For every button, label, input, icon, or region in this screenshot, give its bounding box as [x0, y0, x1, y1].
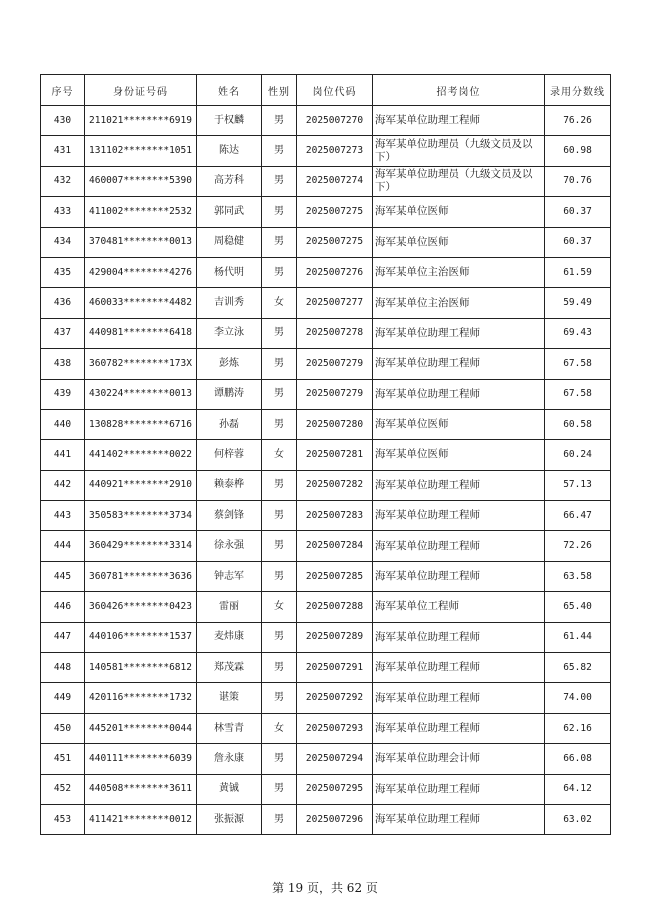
- header-gender: 性别: [262, 75, 297, 106]
- cell-post-code: 2025007291: [297, 653, 373, 683]
- cell-score: 67.58: [545, 379, 611, 409]
- cell-post-code: 2025007279: [297, 379, 373, 409]
- cell-name: 郑茂霖: [197, 653, 262, 683]
- cell-score: 66.08: [545, 744, 611, 774]
- cell-gender: 男: [262, 349, 297, 379]
- cell-score: 60.98: [545, 136, 611, 166]
- cell-score: 67.58: [545, 349, 611, 379]
- cell-id-number: 441402********0022: [85, 440, 197, 470]
- cell-post: 海军某单位医师: [373, 197, 545, 227]
- cell-post-code: 2025007283: [297, 501, 373, 531]
- table-row: [41, 409, 611, 439]
- cell-name: 陈达: [197, 136, 262, 166]
- cell-name: 孙磊: [197, 409, 262, 439]
- table-row: [41, 470, 611, 500]
- cell-name: 杨代明: [197, 257, 262, 287]
- cell-score: 63.02: [545, 804, 611, 834]
- cell-gender: 男: [262, 227, 297, 257]
- cell-gender: 女: [262, 592, 297, 622]
- cell-score: 64.12: [545, 774, 611, 804]
- cell-seq: 436: [41, 288, 85, 318]
- cell-name: 何梓蓉: [197, 440, 262, 470]
- table-row: [41, 166, 611, 196]
- cell-seq: 430: [41, 106, 85, 136]
- cell-id-number: 130828********6716: [85, 409, 197, 439]
- cell-gender: 男: [262, 774, 297, 804]
- cell-gender: 男: [262, 257, 297, 287]
- table-row: [41, 318, 611, 348]
- table-row: [41, 744, 611, 774]
- cell-post: 海军某单位主治医师: [373, 288, 545, 318]
- cell-name: 于权麟: [197, 106, 262, 136]
- cell-gender: 男: [262, 683, 297, 713]
- cell-id-number: 411421********0012: [85, 804, 197, 834]
- cell-gender: 男: [262, 622, 297, 652]
- table-row: [41, 440, 611, 470]
- cell-post-code: 2025007279: [297, 349, 373, 379]
- cell-post-code: 2025007288: [297, 592, 373, 622]
- cell-post: 海军某单位助理工程师: [373, 106, 545, 136]
- cell-gender: 男: [262, 166, 297, 196]
- header-id-number: 身份证号码: [85, 75, 197, 106]
- cell-id-number: 440981********6418: [85, 318, 197, 348]
- cell-id-number: 430224********0013: [85, 379, 197, 409]
- cell-post: 海军某单位助理工程师: [373, 470, 545, 500]
- cell-post-code: 2025007275: [297, 227, 373, 257]
- cell-post-code: 2025007292: [297, 683, 373, 713]
- cell-gender: 男: [262, 531, 297, 561]
- cell-score: 61.44: [545, 622, 611, 652]
- cell-seq: 434: [41, 227, 85, 257]
- cell-gender: 男: [262, 379, 297, 409]
- cell-name: 彭炼: [197, 349, 262, 379]
- cell-post: 海军某单位助理工程师: [373, 713, 545, 743]
- cell-name: 吉训秀: [197, 288, 262, 318]
- cell-seq: 438: [41, 349, 85, 379]
- cell-post-code: 2025007275: [297, 197, 373, 227]
- table-row: [41, 349, 611, 379]
- cell-seq: 435: [41, 257, 85, 287]
- cell-seq: 440: [41, 409, 85, 439]
- table-row: [41, 106, 611, 136]
- cell-post-code: 2025007285: [297, 561, 373, 591]
- cell-seq: 432: [41, 166, 85, 196]
- cell-name: 谌策: [197, 683, 262, 713]
- table-row: [41, 197, 611, 227]
- cell-score: 74.00: [545, 683, 611, 713]
- cell-seq: 445: [41, 561, 85, 591]
- cell-name: 詹永康: [197, 744, 262, 774]
- cell-post-code: 2025007273: [297, 136, 373, 166]
- cell-post: 海军某单位助理会计师: [373, 744, 545, 774]
- table-row: [41, 713, 611, 743]
- cell-id-number: 131102********1051: [85, 136, 197, 166]
- cell-post-code: 2025007282: [297, 470, 373, 500]
- cell-post-code: 2025007294: [297, 744, 373, 774]
- table-row: [41, 653, 611, 683]
- table-row: [41, 592, 611, 622]
- cell-gender: 男: [262, 561, 297, 591]
- cell-score: 72.26: [545, 531, 611, 561]
- cell-gender: 女: [262, 713, 297, 743]
- table-row: [41, 379, 611, 409]
- cell-post: 海军某单位助理工程师: [373, 531, 545, 561]
- cell-id-number: 211021********6919: [85, 106, 197, 136]
- cell-id-number: 440106********1537: [85, 622, 197, 652]
- cell-name: 麦炜康: [197, 622, 262, 652]
- cell-gender: 男: [262, 197, 297, 227]
- cell-post-code: 2025007270: [297, 106, 373, 136]
- cell-post-code: 2025007277: [297, 288, 373, 318]
- cell-post: 海军某单位助理工程师: [373, 561, 545, 591]
- cell-name: 钟志军: [197, 561, 262, 591]
- cell-score: 60.37: [545, 227, 611, 257]
- cell-seq: 449: [41, 683, 85, 713]
- cell-gender: 女: [262, 440, 297, 470]
- header-score: 录用分数线: [545, 75, 611, 106]
- cell-score: 59.49: [545, 288, 611, 318]
- cell-post: 海军某单位助理工程师: [373, 683, 545, 713]
- table-body: [41, 106, 611, 835]
- cell-name: 郭同武: [197, 197, 262, 227]
- cell-id-number: 445201********0044: [85, 713, 197, 743]
- cell-score: 66.47: [545, 501, 611, 531]
- cell-id-number: 360782********173X: [85, 349, 197, 379]
- table-row: [41, 227, 611, 257]
- cell-post-code: 2025007280: [297, 409, 373, 439]
- cell-post: 海军某单位助理工程师: [373, 622, 545, 652]
- cell-id-number: 350583********3734: [85, 501, 197, 531]
- cell-score: 61.59: [545, 257, 611, 287]
- cell-name: 雷丽: [197, 592, 262, 622]
- cell-name: 谭鹏涛: [197, 379, 262, 409]
- table-header-row: [41, 75, 611, 106]
- cell-name: 高芳科: [197, 166, 262, 196]
- cell-id-number: 440921********2910: [85, 470, 197, 500]
- cell-seq: 433: [41, 197, 85, 227]
- cell-seq: 446: [41, 592, 85, 622]
- header-seq: 序号: [41, 75, 85, 106]
- cell-name: 林雪青: [197, 713, 262, 743]
- table-row: [41, 804, 611, 834]
- cell-id-number: 360781********3636: [85, 561, 197, 591]
- cell-score: 60.37: [545, 197, 611, 227]
- cell-post-code: 2025007296: [297, 804, 373, 834]
- cell-name: 蔡剑锋: [197, 501, 262, 531]
- cell-id-number: 140581********6812: [85, 653, 197, 683]
- table-row: [41, 531, 611, 561]
- cell-seq: 444: [41, 531, 85, 561]
- cell-gender: 男: [262, 106, 297, 136]
- cell-post-code: 2025007274: [297, 166, 373, 196]
- cell-gender: 男: [262, 470, 297, 500]
- score-table-container: [40, 74, 611, 835]
- cell-seq: 441: [41, 440, 85, 470]
- cell-seq: 452: [41, 774, 85, 804]
- cell-post: 海军某单位工程师: [373, 592, 545, 622]
- cell-post-code: 2025007289: [297, 622, 373, 652]
- cell-seq: 431: [41, 136, 85, 166]
- cell-id-number: 370481********0013: [85, 227, 197, 257]
- table-row: [41, 501, 611, 531]
- cell-score: 65.40: [545, 592, 611, 622]
- cell-gender: 男: [262, 409, 297, 439]
- cell-gender: 男: [262, 136, 297, 166]
- cell-post-code: 2025007293: [297, 713, 373, 743]
- cell-name: 赖泰桦: [197, 470, 262, 500]
- cell-score: 63.58: [545, 561, 611, 591]
- cell-score: 60.24: [545, 440, 611, 470]
- cell-id-number: 360426********0423: [85, 592, 197, 622]
- table-row: [41, 683, 611, 713]
- cell-seq: 448: [41, 653, 85, 683]
- cell-post: 海军某单位主治医师: [373, 257, 545, 287]
- cell-gender: 男: [262, 653, 297, 683]
- cell-post: 海军某单位助理工程师: [373, 774, 545, 804]
- cell-post: 海军某单位助理员（九级文员及以下）: [373, 166, 545, 196]
- cell-id-number: 360429********3314: [85, 531, 197, 561]
- cell-post: 海军某单位助理员（九级文员及以下）: [373, 136, 545, 166]
- cell-post-code: 2025007295: [297, 774, 373, 804]
- cell-post: 海军某单位助理工程师: [373, 349, 545, 379]
- cell-name: 张振源: [197, 804, 262, 834]
- cell-score: 69.43: [545, 318, 611, 348]
- cell-seq: 453: [41, 804, 85, 834]
- cell-id-number: 460033********4482: [85, 288, 197, 318]
- cell-name: 徐永强: [197, 531, 262, 561]
- admission-score-table: [40, 74, 611, 835]
- cell-name: 周稳健: [197, 227, 262, 257]
- cell-name: 黄铖: [197, 774, 262, 804]
- table-row: [41, 774, 611, 804]
- cell-gender: 男: [262, 744, 297, 774]
- cell-gender: 男: [262, 501, 297, 531]
- cell-score: 76.26: [545, 106, 611, 136]
- table-row: [41, 136, 611, 166]
- table-row: [41, 561, 611, 591]
- cell-post-code: 2025007284: [297, 531, 373, 561]
- cell-name: 李立泳: [197, 318, 262, 348]
- table-row: [41, 288, 611, 318]
- cell-post: 海军某单位助理工程师: [373, 501, 545, 531]
- cell-post-code: 2025007278: [297, 318, 373, 348]
- cell-id-number: 440508********3611: [85, 774, 197, 804]
- cell-score: 65.82: [545, 653, 611, 683]
- cell-gender: 男: [262, 318, 297, 348]
- cell-seq: 443: [41, 501, 85, 531]
- cell-id-number: 460007********5390: [85, 166, 197, 196]
- cell-seq: 447: [41, 622, 85, 652]
- cell-gender: 女: [262, 288, 297, 318]
- cell-post: 海军某单位助理工程师: [373, 318, 545, 348]
- cell-post: 海军某单位助理工程师: [373, 379, 545, 409]
- page-number: 第 19 页，共 62 页: [272, 881, 378, 895]
- table-row: [41, 622, 611, 652]
- cell-id-number: 420116********1732: [85, 683, 197, 713]
- cell-post: 海军某单位医师: [373, 409, 545, 439]
- header-name: 姓名: [197, 75, 262, 106]
- cell-post-code: 2025007281: [297, 440, 373, 470]
- cell-score: 62.16: [545, 713, 611, 743]
- header-post: 招考岗位: [373, 75, 545, 106]
- cell-score: 57.13: [545, 470, 611, 500]
- cell-post-code: 2025007276: [297, 257, 373, 287]
- cell-post: 海军某单位医师: [373, 227, 545, 257]
- cell-seq: 439: [41, 379, 85, 409]
- table-row: [41, 257, 611, 287]
- cell-post: 海军某单位医师: [373, 440, 545, 470]
- cell-seq: 442: [41, 470, 85, 500]
- cell-gender: 男: [262, 804, 297, 834]
- cell-score: 70.76: [545, 166, 611, 196]
- cell-seq: 450: [41, 713, 85, 743]
- cell-seq: 437: [41, 318, 85, 348]
- cell-post: 海军某单位助理工程师: [373, 653, 545, 683]
- cell-id-number: 411002********2532: [85, 197, 197, 227]
- cell-id-number: 429004********4276: [85, 257, 197, 287]
- cell-seq: 451: [41, 744, 85, 774]
- cell-post: 海军某单位助理工程师: [373, 804, 545, 834]
- cell-id-number: 440111********6039: [85, 744, 197, 774]
- header-post-code: 岗位代码: [297, 75, 373, 106]
- cell-score: 60.58: [545, 409, 611, 439]
